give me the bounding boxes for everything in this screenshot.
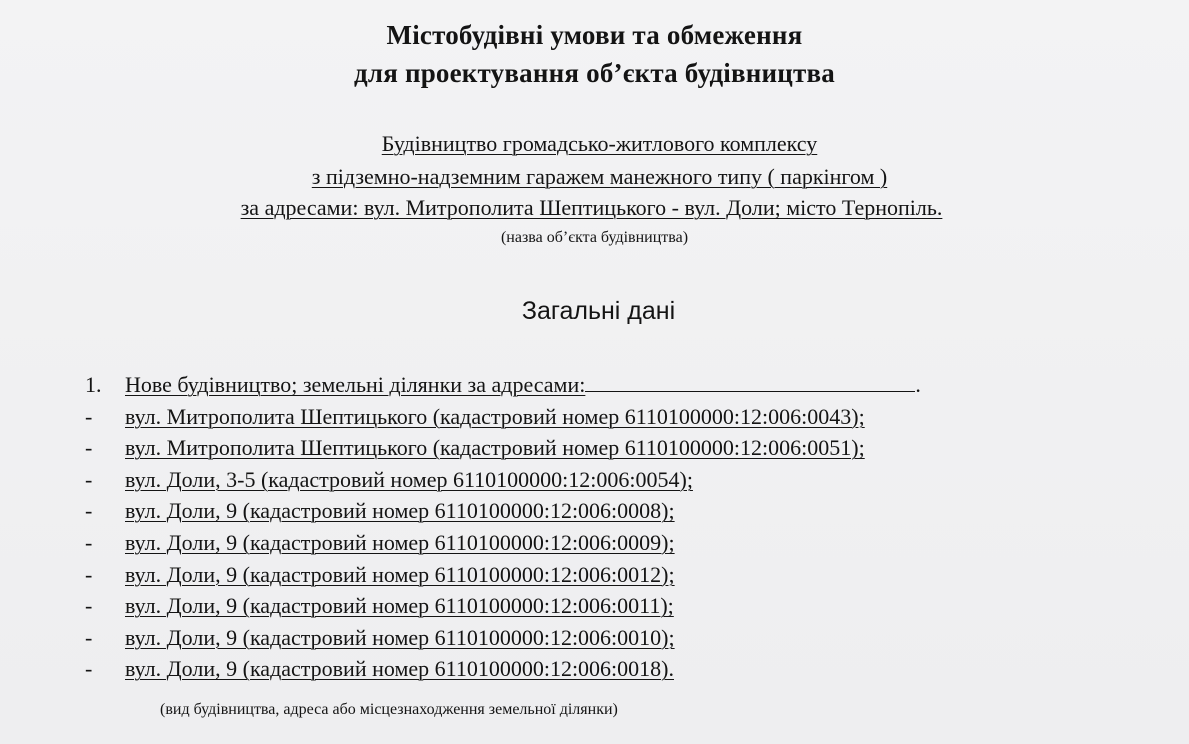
object-name-line-1: Будівництво громадсько-житлового комплексу	[381, 131, 818, 156]
object-name-line-3: за адресами: вул. Митрополита Шептицького - вул. Доли; місто Тернопіль.	[240, 195, 943, 220]
site-address-list	[85, 370, 1125, 686]
document-title-line-1: Містобудівні умови та обмеження	[386, 20, 803, 50]
list-item-trail: .	[915, 372, 921, 397]
list-item-text: вул. Доли, 9 (кадастровий номер 6110100000:12:006:0012);	[125, 561, 675, 587]
list-item-text: вул. Доли, 9 (кадастровий номер 6110100000:12:006:0008);	[125, 498, 675, 524]
list-item	[85, 560, 1125, 592]
list-item-text: вул. Доли, 3-5 (кадастровий номер 6110100000:12:006:0054);	[125, 466, 693, 492]
list-item-text: вул. Доли, 9 (кадастровий номер 6110100000:12:006:0011);	[125, 593, 674, 619]
address-list-caption: (вид будівництва, адреса або місцезнаходження земельної ділянки)	[160, 701, 618, 718]
list-item	[85, 370, 1125, 402]
list-marker: -	[85, 624, 93, 650]
list-item-text: вул. Митрополита Шептицького (кадастровий номер 6110100000:12:006:0051);	[125, 435, 865, 461]
list-item-text: вул. Митрополита Шептицького (кадастровий номер 6110100000:12:006:0043);	[125, 403, 865, 429]
list-item-text: вул. Доли, 9 (кадастровий номер 6110100000:12:006:0010);	[125, 624, 675, 650]
list-marker: -	[85, 435, 93, 461]
list-marker: 1.	[85, 372, 102, 397]
list-marker: -	[85, 466, 93, 492]
list-item	[85, 402, 1125, 434]
list-item	[85, 654, 1125, 686]
list-item	[85, 496, 1125, 528]
list-item-text: вул. Доли, 9 (кадастровий номер 6110100000:12:006:0018).	[125, 656, 674, 682]
list-marker: -	[85, 593, 93, 619]
list-item	[85, 465, 1125, 497]
blank-fill-line	[585, 371, 915, 392]
list-item	[85, 623, 1125, 655]
list-item-text: Нове будівництво; земельні ділянки за адресами:	[125, 372, 586, 397]
object-name-line-2: з підземно-надземним гаражем манежного типу ( паркінгом )	[311, 164, 888, 189]
list-item	[85, 591, 1125, 623]
object-name-caption: (назва об’єкта будівництва)	[500, 229, 689, 246]
document-title-line-2: для проектування об’єкта будівництва	[353, 58, 836, 88]
list-item	[85, 528, 1125, 560]
list-marker: -	[85, 656, 93, 682]
list-item-text: вул. Доли, 9 (кадастровий номер 6110100000:12:006:0009);	[125, 529, 675, 555]
list-marker: -	[85, 529, 93, 555]
list-marker: -	[85, 403, 93, 429]
list-marker: -	[85, 561, 93, 587]
list-marker: -	[85, 498, 93, 524]
section-title: Загальні дані	[521, 297, 676, 325]
list-item	[85, 433, 1125, 465]
